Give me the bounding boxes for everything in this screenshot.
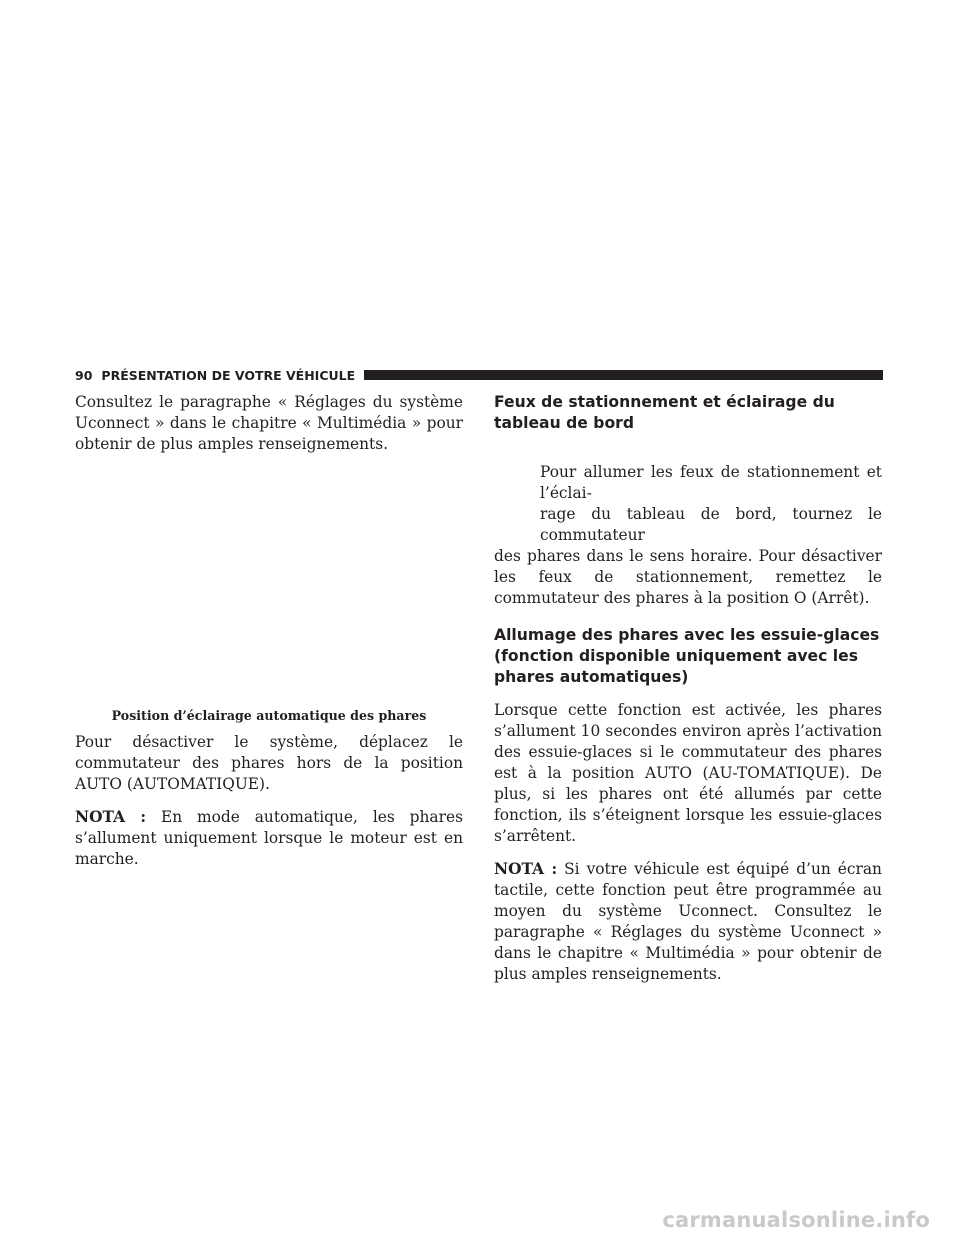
header-rule bbox=[364, 370, 883, 380]
figure-placeholder bbox=[75, 475, 463, 707]
heading-parking-lights: Feux de stationnement et éclairage du tableau de bord bbox=[494, 393, 835, 432]
intro-paragraph: Consultez le paragraphe « Réglages du système Uconnect » dans le chapitre « Multimédia » pour obtenir de plus amples renseignements. bbox=[75, 393, 463, 453]
nota-label-right: NOTA : bbox=[494, 860, 558, 878]
parking-lights-paragraph bbox=[494, 462, 882, 609]
para1-line1: Pour allumer les feux de stationnement et l’éclai- bbox=[540, 463, 882, 502]
figure-caption: Position d’éclairage automatique des phares bbox=[111, 708, 427, 723]
page-header bbox=[75, 366, 883, 384]
heading-wiper-headlights: Allumage des phares avec les essuie-glaces (fonction disponible uniquement avec les phares automatiques) bbox=[494, 626, 880, 686]
right-column bbox=[494, 392, 882, 985]
nota-text-right: Si votre véhicule est équipé d’un écran tactile, cette fonction peut être programmée au moyen du système Uconnect. Consultez le paragraphe « Réglages du système Uconnect » dans le chapitre « Multimédia » pour obtenir de plus amples renseignements. bbox=[494, 860, 882, 983]
left-column bbox=[75, 392, 463, 870]
page-number: 90 bbox=[75, 367, 93, 383]
nota-paragraph-right bbox=[494, 859, 882, 985]
para1-rest: des phares dans le sens horaire. Pour désactiver les feux de stationnement, remettez le commutateur des phares à la position O (Arrêt). bbox=[494, 547, 882, 607]
deactivate-paragraph: Pour désactiver le système, déplacez le commutateur des phares hors de la position AUTO (AUTOMATIQUE). bbox=[75, 733, 463, 793]
para1-line2: rage du tableau de bord, tournez le commutateur bbox=[540, 505, 882, 544]
section-title: PRÉSENTATION DE VOTRE VÉHICULE bbox=[101, 367, 356, 383]
nota-text: En mode automatique, les phares s’allument uniquement lorsque le moteur est en marche. bbox=[75, 808, 463, 868]
wiper-headlights-paragraph: Lorsque cette fonction est activée, les phares s’allument 10 secondes environ après l’activation des essuie-glaces si le commutateur des phares est à la position AUTO (AU-TOMATIQUE). De plus, si les phares ont été allumés par cette fonction, ils s’éteignent lorsque les essuie-glaces s’arrêtent. bbox=[494, 701, 882, 845]
nota-paragraph bbox=[75, 807, 463, 870]
watermark: carmanualsonline.info bbox=[662, 1208, 930, 1232]
nota-label: NOTA : bbox=[75, 808, 147, 826]
